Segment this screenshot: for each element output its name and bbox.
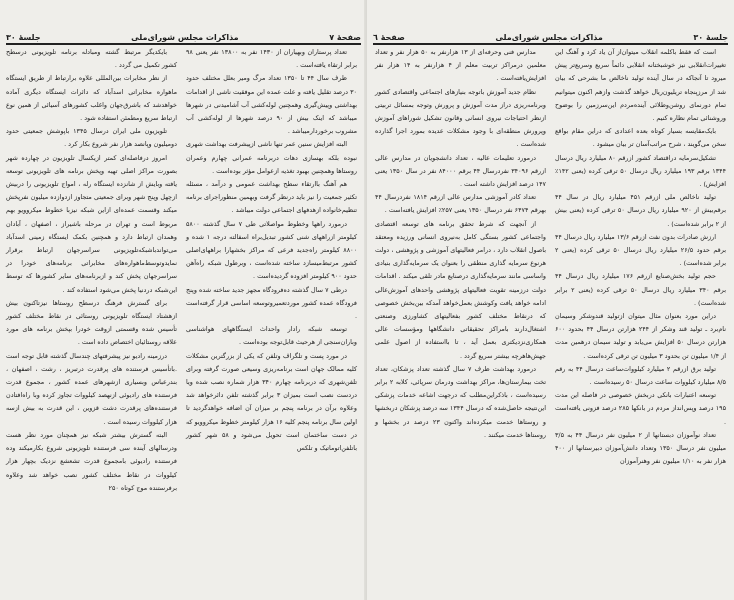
- paragraph: تولید ناخالص ملی ازرقم ۴۵۱ میلیارد ریال در سال ۴۴ برقم‌بیش از ۹۲۰ میلیارد ریال درسال ۵۰ ترقی کرده (یعنی بیش از ۲ برابر شده‌است) .: [555, 193, 726, 228]
- text-column-left: [375, 46, 546, 442]
- paragraph: بایکدیگر مرتبط گشته ومبادله برنامه تلویزیونی درسطح کشور تکمیل می گردد .: [6, 48, 177, 70]
- session-number: جلسهٔ ۳۰: [6, 33, 41, 42]
- paragraph: تلویزیون ملی ایران درسال ۱۳۴۵ باپوشش جمعیتی حدود دومیلیون وپانصد هزار نفر شروع بکار کرد .: [6, 127, 177, 149]
- right-page: [367, 0, 734, 600]
- paragraph: البته افزایش سنین عمر تنها ناشی ازپیشرفت بهداشت شهری نبوده بلکه بهسازی دهات دربرنامه عمرانی چهارم وعمران روستاها وهمچنین بهبود تغذیه ازعوامل مؤثر بوده‌است .: [186, 140, 357, 175]
- text-column-right: [555, 46, 726, 469]
- paragraph: درمورد راهها وخطوط مواصلاتی طی ۷ سال گذشته ۵۸۰۰ کیلومتر ازراههای شنی کشور تبدیل‌براه اسفالته درجه ۱ شده و ۸۸۰۰ کیلومتر راه‌جدید فرعی که مراکز بخشهارا براههای‌اصلی کشور مرتبط‌میسازد ساخته شده‌است ، وبرطول شبکه راه‌آهن حدود ۹۰۰ کیلومتر افزوده گردیده‌است .: [186, 219, 357, 281]
- paragraph: از نظر مخابرات بین‌المللی علاوه برارتباط از طریق ایستگاه ماهواره مخابراتی اسدآباد که دائرات ایستگاه دیگری آماده خواهدشد که باشرق‌جهان واغلب کشورهای آسیائی از همین نوع ارتباط سریع ومطمئن استفاده شود .: [6, 74, 177, 123]
- paragraph: بایک‌مقایسه بسیار کوتاه بعده اعدادی که دراین مقام بواقع سخن می‌گویند ، شرح مراتب‌آسان تر بیان میشود .: [555, 127, 726, 149]
- paragraph: مدارس فنی وحرفه‌ای از ۱۳ هزارنفر به ۵۰ هزار نفر و تعداد معلمین درمراکز تربیت معلم از ۴ هزارنفر به ۱۴ هزار نفر افزایش‌یافته‌است .: [375, 48, 547, 83]
- paragraph: در مورد پست و تلگراف وتلفن که یکی از بزرگترین مشکلات کلیه ممالک جهان است برنامه‌ریزی وسیعی صورت گرفته وبرای تلفن‌شهری که دربرنامه چهارم ۳۴۰ هزار شماره نصب شده ویا دردست نصب است بمیزان ۳ برابر گذشته تلفن دائرخواهد شد وعلاوه برآن در برنامه پنجم بر میزان آن اضافه خواهدگردید تا اولین سال برنامه پنجم کلیه ۱۶ هزار کیلومتر خطوط میکروویو که در دست ساختمان است تحویل می‌شود و ۵۸ شهر کشور باتلفن‌اتوماتیک و تلکس: [186, 351, 357, 453]
- paragraph: تشکیل‌سرمایه دراقتصاد کشور ازرقم ۸۰ میلیارد ریال درسال ۱۳۴۴ برقم ۱۹۳ میلیارد ریال درسال ۵۰ ترقی کرده (یعنی ۱۴۲٪ افزایش) .: [555, 153, 727, 189]
- paragraph: تولید برق ازرقم ۲ میلیارد کیلووات‌ساعت درسال ۴۴ به رقم ۸/۵ میلیارد کیلووات ساعت درسال ۵۰ رسیده‌است .: [555, 364, 726, 387]
- paragraph: هم آهنگ باارتقاء سطح بهداشت عمومی و درآمد ، مسئله تکثیر جمعیت را نیز باید درنظر گرفت وبهمین منظوراجرای برنامه تنظیم‌خانواده ازهدفهای اجتماعی دولت میباشد .: [186, 180, 357, 215]
- paragraph: دراین مورد بعنوان مثال میتوان ازتولید قندوشکر وسیمان نام‌برد ـ تولید قند وشکر از ۲۴۴ هزارتن درسال ۴۴ بحدود ۶۰۰ هزارتن درسال ۵۰ افزایش می‌یابد و تولید سیمان درهمین مدت از ۱/۴ میلیون تن بحدود ۳ میلیون تن ترقی کرده‌است .: [555, 312, 727, 360]
- running-title: مذاکرات مجلس شورای‌ملی: [495, 33, 603, 42]
- paragraph: ارزش صادرات بدون نفت ازرقم ۱۳/۶ میلیارد ریال درسال ۴۴ برقم حدود ۲۶/۵ میلیارد ریال درسال ۵۰ ترقی کرده (یعنی ۲ برابر شده‌است) .: [555, 232, 727, 268]
- paragraph: است که فقط باکلمه انقلاب میتوان‌از آن یاد کرد و آهنگ این تغییرات‌انقلابی نیز خوشبختانه انقلابی دائماً سریع‌ وسریع‌تر پیش میرود تا آنجاکه در سال آینده تولید ناخالص ما بشرحی که بیان شد از مرزپنجاه تریلیون‌ریال خواهد گذشت وازهم اکنون میتوانیم تمام دورنمای روشن‌وطلائی آینده‌مردم این‌سرزمین را بوضوح وروشنائی تمام نظاره کنیم .: [555, 48, 726, 123]
- text-column-right: [186, 46, 357, 455]
- page-number: صفحهٔ ٦: [373, 33, 405, 42]
- page-number: صفحهٔ ۷: [329, 33, 361, 42]
- paragraph: تعداد کادر آموزشی مدارس عالی ازرقم ۱۸۱۴ نفردرسال ۴۴ بهرقم ۶۴۷۴ نفر درسال ۱۳۵۰ یعنی ۲۵۷٪ افزایش یافته‌است .: [375, 193, 546, 215]
- paragraph: برای گسترش فرهنگ درسطح روستاها نیزتاکنون بیش ازهشتاد ایستگاه تلویزیونی روستائی در نقاط مختلف کشور تأسیس شده وقسمتی ازوقت خودرا بپخش برنامه های مورد علاقه روستائیان اختصاص داده است .: [6, 298, 177, 347]
- paragraph: ظرف سال ۴۴ تا ۱۳۵۰ تعداد مرگ ومیر بعلل مختلف حدود ۳۰ درصد تقلیل یافته و علت عمده این موفقیت ناشی از اقدامات بهداشتی وپیش‌گیری وهمچنین لوله‌کشی آب آشامیدنی در شهرها میباشد که اینک بیش از ۹۰ درصد شهرها از لوله‌کشی آب مشروب برخوردارمیباشد .: [186, 74, 357, 136]
- session-number: جلسهٔ ۳۰: [693, 33, 728, 42]
- paragraph: تعداد نوآموزان دبستانها از ۲ میلیون نفر درسال ۴۴ به ۳/۵ میلیون نفر درسال ۱۳۵۰ وتعداد دانش‌آموزان دبیرستانها از ۴۰۰ هزار نفر به ۱/۱۰ میلیون نفر وهنرآموزان: [555, 430, 726, 466]
- paragraph: نظام جدید آموزش باتوجه بنیازهای اجتماعی واقتصادی کشور وبرنامه‌ریزی دراز مدت آموزش و پرورش وتوجه بمسائل تربیتی ازنظر احتیاجات نیروی انسانی وقانون تشکیل شوراهای آموزش وپرورش منطقه‌ای با وجود مشکلات عدیده بمورد اجرا گذارده شده‌است .: [375, 87, 546, 149]
- paragraph: درمورد بهداشت ظرف ۷ سال گذشته تعداد پزشکان، تعداد تخت بیمارستان‌ها، مراکز بهداشت ودرمان سرپائی، کلابه ۲ برابر رسیده‌است ، باذکراین‌مطلب که درجهت اشاعه خدمات پزشکی این‌نتیجه حاصل‌شده که درسال ۱۳۴۴ سه درصد پزشکان دربخشها و روستاها خدمت میکرده‌اند واکنون ۲۳ درصد در بخشها و روستاها خدمت میکنند .: [375, 364, 546, 439]
- paragraph: امروز درفاصله‌ای کمتر ازیکسال تلویزیون در چهارده شهر بصورت مراکز اصلی تهیه وپخش برنامه های تلویزیونی توسعه یافته وبایش از شانزده ایستگاه رله ، امواج تلویزیونی را دربیش ازچهل وپنج شهر وبرای جمعیتی متجاوز ازدوازده میلیون نفرپخش میکند وقسمت عمده‌ای ازاین شبکه نیزبا خطوط میکروویو بهم مربوط است و تهران در مرحله باشیراز ، اصفهان ، آبادان وهمدان ارتباط دارد و همچنین بکمک ایستگاه زمینی اسدآباد می‌تواندباشبکه‌تلویزیونی سراسرجهان ارتباط برقرار نمایدوتوسط‌ماهواره‌های مخابراتی برنامه‌های خودرا در سراسرجهان پخش کند و ازبرنامه‌های سایر کشورها که توسط این‌شبکه دردنیا پخش می‌شود استفاده کند .: [6, 153, 177, 294]
- paragraph: حجم تولید بخش‌صنایع ازرقم ۱۷۶ میلیارد ریال درسال ۴۴ برقم ۳۴۰ میلیارد ریال درسال ۵۰ ترقی کرده (یعنی ۲ برابر شده‌است) .: [555, 272, 726, 307]
- text-column-left: [6, 46, 177, 495]
- page-header: [6, 30, 361, 45]
- paragraph: درطی ۷ سال گذشته ده‌فرودگاه مجهز جدید ساخته شده وپنج فرودگاه عمده کشور موردتعمیروتوسعه اساسی قرار گرفته‌است .: [186, 285, 357, 321]
- page-header: [373, 30, 728, 45]
- paragraph: درمورد تعلیمات عالیه ، تعداد دانشجویان در مدارس عالی ازرقم ۳۴۰۹۶ نفردرسال ۴۴ برقم ۸۴۰۰۰ نفر در سال ۱۳۵۰ یعنی ۱۴۷ درصد افزایش داشته است .: [375, 153, 546, 189]
- running-title: مذاکرات مجلس شورای‌ملی: [131, 33, 239, 42]
- paragraph: توسعه اعتبارات بانکی دربخش خصوصی در فاصله این مدت ۱۹۵ درصد وپس‌انداز مردم در بانکها ۲۸۵ درصد فزونی یافته‌است .: [555, 391, 727, 426]
- paragraph: توسعه شبکه رادار واحداث ایستگاههای هواشناسی وباران‌سنجی از هرحیث قابل‌توجه بوده‌است .: [186, 325, 357, 347]
- paragraph: تعداد پرستاران وبهیاران از ۱۴۳۰ نفر به ۱۳۸۰۰ نفر یعنی ۹۸ برابر ارتقاء یافته‌است .: [186, 48, 357, 70]
- paragraph: البته گسترش بیشتر شبکه نیز همچنان مورد نظر هست ودرسالهای آینده سی فرستنده تلویزیونی شروع بکارمیکند وده فرستنده رادیوئی بامجموع قدرت تشعشع نزدیک بچهار هزار کیلووات در نقاط مختلف کشور نصب خواهد شد وعلاوه برفرستنده موج کوتاه ۲۵۰: [6, 430, 177, 492]
- paragraph: از آنجهت که شرط تحقق برنامه های توسعه اقتصادی واجتماعی کشور بستگی کامل به‌نیروی انسانی ورزیده ومعتقد باصول انقلاب دارد ، درامر فعالیتهای آموزشی و پژوهشی ، دولت هرنوع سرمایه گذاری منطقی را بعنوان یک سرمایه‌گذاری بنیادی واساسی مانند سرمایه‌گذاری درصنایع مادر تلقی میکند . اقدامات دولت درزمینه تقویت فعالیتهای پژوهشی واحدهای آموزش‌عالی ادامه خواهد یافت وکوشش بعمل‌خواهد آمدکه بین‌بخش خصوصی که درنقاط مختلف کشور بفعالیتهای کشاورزی وصنعتی اشتغال‌دارند بامراکز تحقیقاتی دانشگاهها ومؤسسات عالی همکاری‌نزدیکتری بعمل آید ، تا بااستفاده از اصول علمی جهش‌هاهرچه بیشتر سریع گردد .: [375, 219, 546, 360]
- paragraph: درزمینه رادیو نیز پیشرفتهای چندسال گذشته قابل توجه است .باتأسیس فرستنده های پرقدرت درتبریز ، رشت ، اصفهان ، بندرعباس وبسیاری ازشهرهای عمده کشور ، مجموع قدرت فرستنده های رادیوئی ازنهصد کیلووات تجاوز کرده وبا راه‌افتادن فرستنده‌های پرقدرت دشت قزوین ، این قدرت به بیش ازسه هزار کیلووات رسیده است .: [6, 351, 177, 426]
